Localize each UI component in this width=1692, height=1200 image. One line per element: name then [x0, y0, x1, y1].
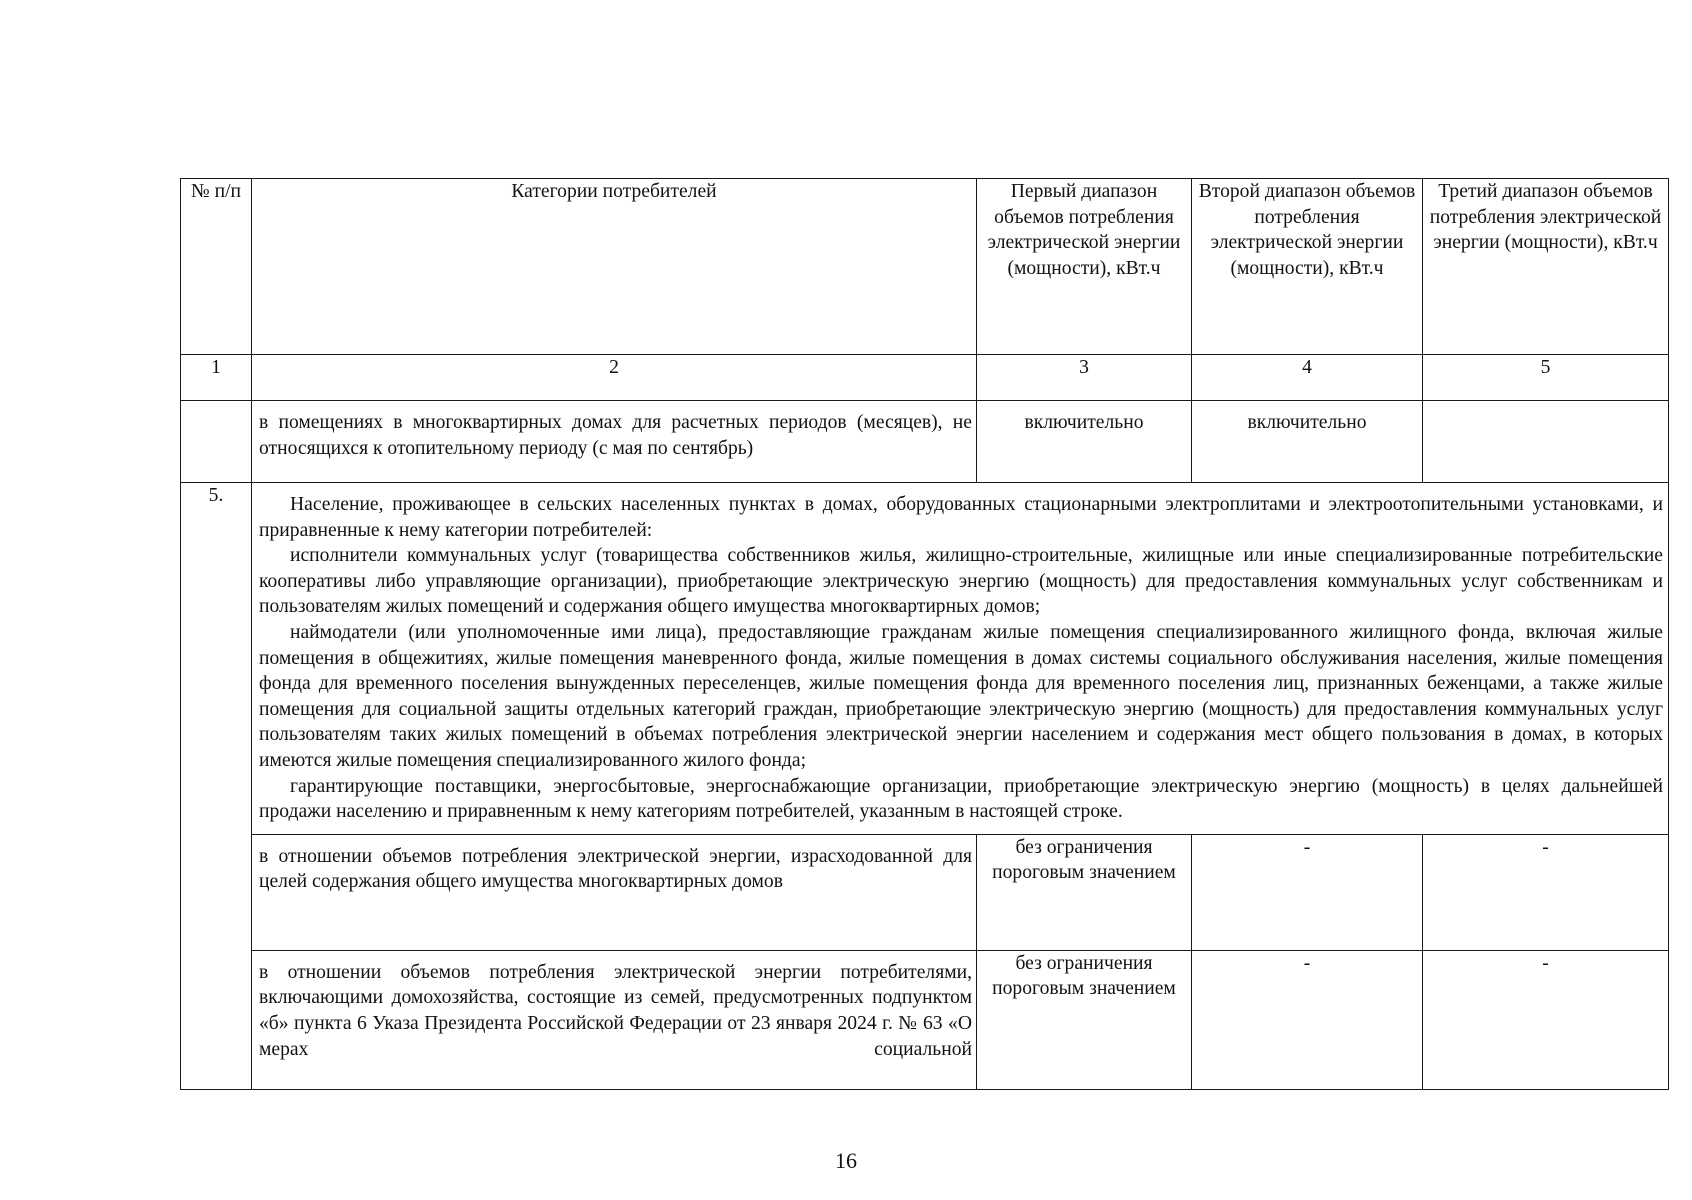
row-5-subrow — [181, 834, 1669, 950]
subrow-range1: без ограничения пороговым значением — [977, 834, 1192, 950]
continuation-range2: включительно — [1192, 401, 1423, 483]
column-number: 3 — [977, 355, 1192, 401]
continuation-range1: включительно — [977, 401, 1192, 483]
column-numbers-row — [181, 355, 1669, 401]
row-5-description — [252, 483, 1669, 835]
subrow-range3: - — [1423, 834, 1669, 950]
subrow-text: в отношении объемов потребления электрической энергии, израсходованной для целей содержания общего имущества многоквартирных домов — [252, 834, 977, 950]
subrow-text: в отношении объемов потребления электрической энергии потребителями, включающими домохозяйства, состоящие из семей, предусмотренных подпунктом «б» пункта 6 Указа Президента Российской Федерации от 23 января 2024 г. № 63 «О мерах социальной — [252, 950, 977, 1089]
continuation-no — [181, 401, 252, 483]
row-5-number: 5. — [181, 483, 252, 1090]
row-5-subrow — [181, 950, 1669, 1089]
row-5 — [181, 483, 1669, 835]
continuation-text: в помещениях в многоквартирных домах для расчетных периодов (месяцев), не относящихся к отопительному периоду (с мая по сентябрь) — [252, 401, 977, 483]
subrow-range1: без ограничения пороговым значением — [977, 950, 1192, 1089]
column-number: 1 — [181, 355, 252, 401]
column-number: 5 — [1423, 355, 1669, 401]
column-number: 4 — [1192, 355, 1423, 401]
continuation-row — [181, 401, 1669, 483]
tariff-table — [180, 178, 1669, 1090]
row-5-paragraph: гарантирующие поставщики, энергосбытовые, энергоснабжающие организации, приобретающие электрическую энергию (мощность) в целях дальнейшей продажи населению и приравненным к нему категориям потребителей, указанным в настоящей строке. — [259, 775, 1663, 823]
header-row — [181, 179, 1669, 355]
header-range2: Второй диапазон объемов потребления электрической энергии (мощности), кВт.ч — [1192, 179, 1423, 355]
page-number: 16 — [835, 1148, 857, 1173]
subrow-range2: - — [1192, 834, 1423, 950]
header-category: Категории потребителей — [252, 179, 977, 355]
header-range1: Первый диапазон объемов потребления электрической энергии (мощности), кВт.ч — [977, 179, 1192, 355]
row-5-paragraph: исполнители коммунальных услуг (товарищества собственников жилья, жилищно-строительные, жилищные или иные специализированные потребительские кооперативы либо управляющие организации), приобретающие электрическую энергию (мощность) для предоставления коммунальных услуг собственникам и пользователям жилых помещений и содержания общего имущества многоквартирных домов; — [259, 545, 1663, 618]
header-no: № п/п — [181, 179, 252, 355]
row-5-paragraph: наймодатели (или уполномоченные ими лица), предоставляющие гражданам жилые помещения специализированного жилищного фонда, включая жилые помещения в общежитиях, жилые помещения маневренного фонда, жилые помещения в домах системы социального обслуживания населения, жилые помещения фонда для временного поселения вынужденных переселенцев, жилые помещения фонда для временного поселения лиц, признанных беженцами, а также жилые помещения для социальной защиты отдельных категорий граждан, приобретающие электрическую энергию (мощность) для предоставления коммунальных услуг пользователям таких жилых помещений в объемах потребления электрической энергии населением и содержания мест общего пользования в домах, в которых имеются жилые помещения специализированного жилого фонда; — [259, 621, 1663, 771]
subrow-range2: - — [1192, 950, 1423, 1089]
subrow-range3: - — [1423, 950, 1669, 1089]
header-range3: Третий диапазон объемов потребления электрической энергии (мощности), кВт.ч — [1423, 179, 1669, 355]
column-number: 2 — [252, 355, 977, 401]
row-5-paragraph: Население, проживающее в сельских населенных пунктах в домах, оборудованных стационарными электроплитами и электроотопительными установками, и приравненные к нему категории потребителей: — [259, 494, 1663, 541]
continuation-range3 — [1423, 401, 1669, 483]
